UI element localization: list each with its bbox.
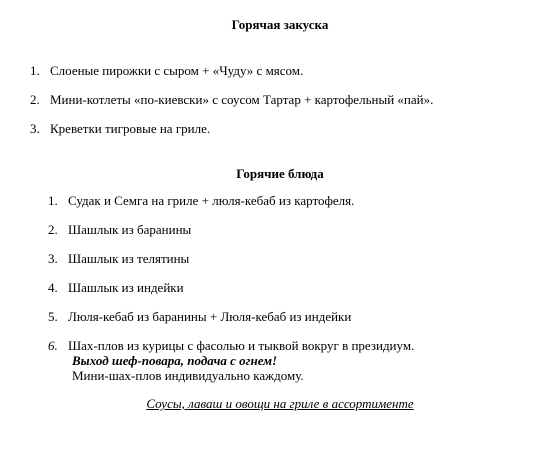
list-number: 1. <box>30 63 40 78</box>
list-item: Шашлык из телятины <box>68 251 190 266</box>
chef-note: Выход шеф-повара, подача с огнем! <box>72 353 278 368</box>
list-number: 6. <box>48 338 58 353</box>
section-title-hot-dishes: Горячие блюда <box>236 166 324 181</box>
footer-note: Соусы, лаваш и овощи на гриле в ассортименте <box>146 396 414 411</box>
list-item: Слоеные пирожки с сыром + «Чуду» с мясом. <box>50 63 304 78</box>
list-item: Креветки тигровые на гриле. <box>50 121 211 136</box>
list-item: Люля-кебаб из баранины + Люля-кебаб из индейки <box>68 309 352 324</box>
list-number: 5. <box>48 309 58 324</box>
list-number: 2. <box>30 92 40 107</box>
list-item: Мини-котлеты «по-киевски» с соусом Тартар + картофельный «пай». <box>50 92 434 107</box>
list-number: 3. <box>30 121 40 136</box>
list-number: 3. <box>48 251 58 266</box>
list-item: Шашлык из баранины <box>68 222 192 237</box>
list-item: Судак и Семга на гриле + люля-кебаб из картофеля. <box>68 193 355 208</box>
list-number: 2. <box>48 222 58 237</box>
list-item-extra: Мини-шах-плов индивидуально каждому. <box>72 368 304 383</box>
list-number: 1. <box>48 193 58 208</box>
list-item: Шашлык из индейки <box>68 280 184 295</box>
list-item: Шах-плов из курицы с фасолью и тыквой вокруг в президиум. <box>68 338 415 353</box>
list-number: 4. <box>48 280 58 295</box>
section-title-hot-appetizer: Горячая закуска <box>231 17 329 32</box>
